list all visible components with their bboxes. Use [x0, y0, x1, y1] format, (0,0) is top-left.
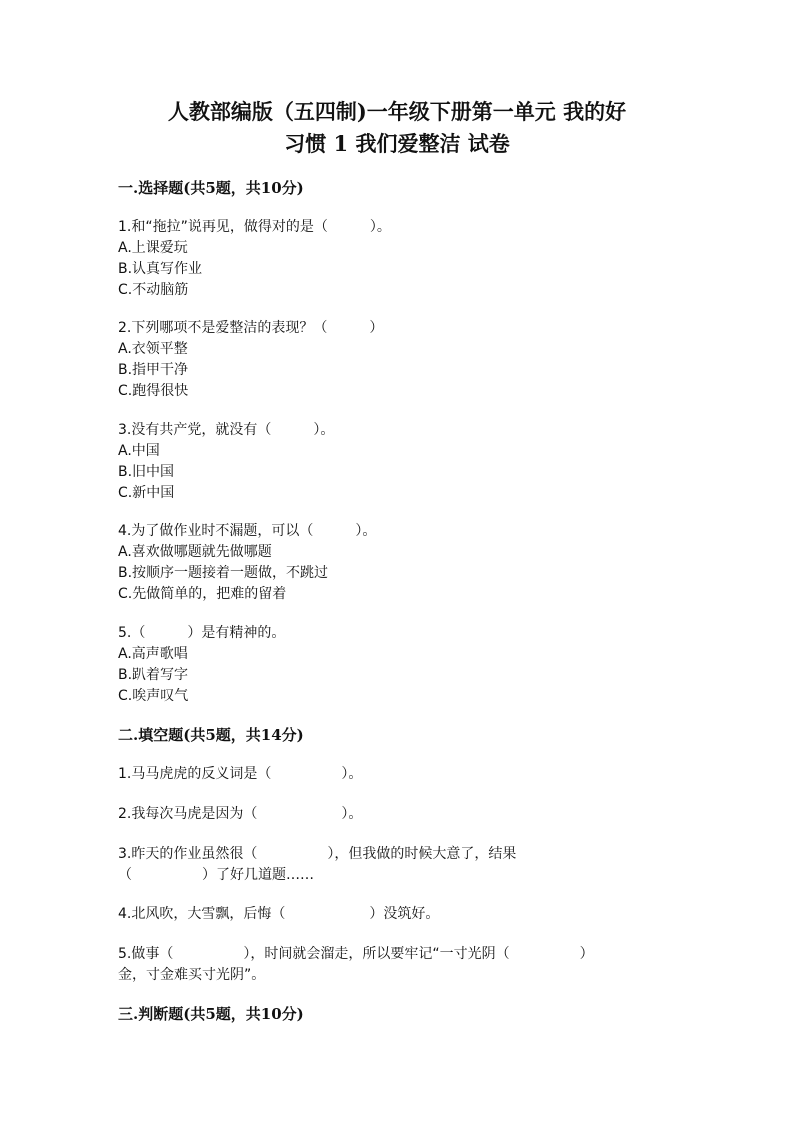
choice-option-5c: C.唉声叹气: [118, 688, 189, 704]
choice-option-3a: A.中国: [118, 443, 160, 459]
fill-question-5: 5.做事（ ），时间就会溜走，所以要牢记“一寸光阴（ ）: [118, 946, 594, 962]
exam-title: [0, 96, 794, 160]
choice-question-5: 5.（ ）是有精神的。: [118, 625, 286, 641]
fill-question-5-cont: 金，寸金难买寸光阴”。: [118, 967, 266, 983]
fill-question-1: 1.马马虎虎的反义词是（ ）。: [118, 766, 363, 782]
choice-option-4c: C.先做简单的，把难的留着: [118, 586, 287, 602]
choice-option-1c: C.不动脑筋: [118, 282, 189, 298]
fill-question-4: 4.北风吹，大雪飘，后悔（ ）没筑好。: [118, 906, 440, 922]
choice-option-1b: B.认真写作业: [118, 261, 203, 277]
choice-question-2: 2.下列哪项不是爱整洁的表现？（ ）: [118, 320, 384, 336]
section-heading-fill: 二.填空题(共5题，共14分): [118, 726, 304, 744]
choice-option-4a: A.喜欢做哪题就先做哪题: [118, 544, 272, 560]
choice-option-3c: C.新中国: [118, 485, 175, 501]
choice-option-5b: B.趴着写字: [118, 667, 189, 683]
choice-question-3: 3.没有共产党，就没有（ ）。: [118, 422, 335, 438]
choice-option-3b: B.旧中国: [118, 464, 175, 480]
choice-option-5a: A.高声歌唱: [118, 646, 188, 662]
section-heading-judge: 三.判断题(共5题，共10分): [118, 1005, 304, 1023]
fill-question-2: 2.我每次马虎是因为（ ）。: [118, 806, 363, 822]
choice-question-4: 4.为了做作业时不漏题，可以（ ）。: [118, 523, 377, 539]
fill-question-3: 3.昨天的作业虽然很（ ），但我做的时候大意了，结果: [118, 846, 517, 862]
fill-question-3-cont: （ ）了好几道题……: [118, 867, 314, 883]
choice-option-2b: B.指甲干净: [118, 362, 189, 378]
choice-option-4b: B.按顺序一题接着一题做，不跳过: [118, 565, 329, 581]
choice-option-2a: A.衣领平整: [118, 341, 188, 357]
choice-option-2c: C.跑得很快: [118, 383, 189, 399]
title-line-1: 人教部编版（五四制)一年级下册第一单元 我的好: [167, 99, 627, 124]
choice-question-1: 1.和“拖拉”说再见，做得对的是（ ）。: [118, 219, 391, 235]
choice-option-1a: A.上课爱玩: [118, 240, 188, 256]
section-heading-choice: 一.选择题(共5题，共10分): [118, 179, 304, 197]
title-line-2: 习惯 1 我们爱整洁 试卷: [284, 131, 510, 156]
